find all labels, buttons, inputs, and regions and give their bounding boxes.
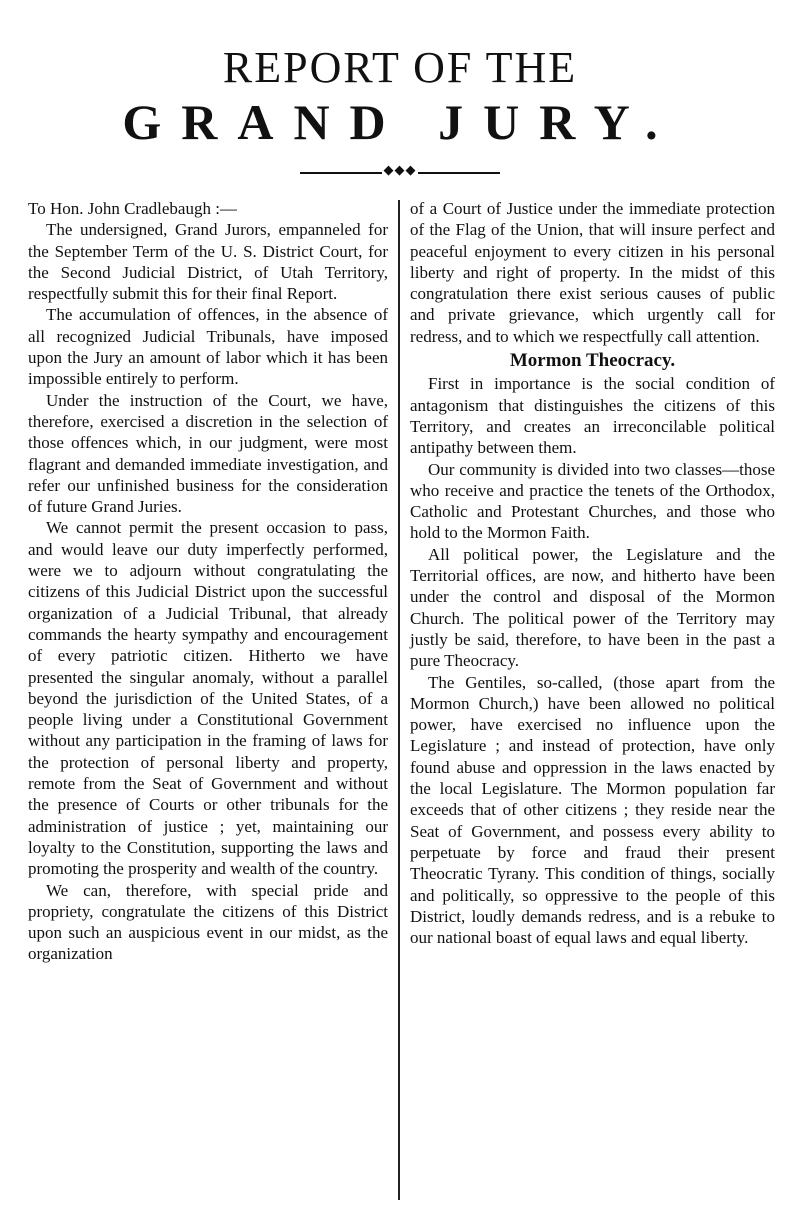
paragraph: First in importance is the social condition of antagonism that distinguishes the citizens of this Territory, and creates an irreconcilable political antipathy between them. bbox=[410, 374, 775, 458]
right-column bbox=[410, 198, 775, 948]
ornament-rule-left bbox=[300, 172, 382, 174]
paragraph: Our community is divided into two classes—those who receive and practice the tenets of the Orthodox, Catholic and Protestant Churches, and those who hold to the Mormon Faith. bbox=[410, 459, 775, 543]
paragraph: The Gentiles, so-called, (those apart from the Mormon Church,) have been allowed no political power, have exercised no influence upon the Legislature ; and instead of protection, have only found abuse and oppression in the laws enacted by the local Legislature. The Mormon population far exceeds that of other citizens ; they reside near the Seat of Government, and possess every ability to perpetuate by force and fraud their present Theocratic Tyrany. This condition of things, socially and politically, so oppressive to the people of this District, loudly demands redress, and is a rebuke to our national boast of equal laws and equal liberty. bbox=[410, 672, 775, 948]
title-line-1: REPORT OF THE bbox=[222, 43, 578, 92]
section-heading: Mormon Theocracy. bbox=[509, 350, 676, 372]
paragraph: All political power, the Legislature and the Territorial offices, are now, and hitherto have been under the control and disposal of the Mormon Church. The political power of the Territory may justly be said, therefore, to have been in the past a pure Theocracy. bbox=[410, 544, 775, 671]
left-column bbox=[28, 198, 388, 965]
ornament-diamonds-icon: ◆◆◆ bbox=[383, 163, 417, 178]
salutation: To Hon. John Cradlebaugh :— bbox=[28, 199, 237, 218]
paragraph: The accumulation of offences, in the absence of all recognized Judicial Tribunals, have imposed upon the Jury an amount of labor which it has been impossible entirely to perform. bbox=[28, 305, 388, 389]
paragraph: We cannot permit the present occasion to pass, and would leave our duty imperfectly performed, were we to adjourn without congratulating the citizens of this Judicial District upon the successful organization of a Judicial Tribunal, that already commands the hearty sympathy and encouragement of every patriotic citizen. Hitherto we have presented the singular anomaly, without a parallel beyond the jurisdiction of the United States, of a people living under a Constitutional Government without any participation in the framing of laws for the protection of personal liberty and property, remote from the Seat of Government and without the presence of Courts or other tribunals for the administration of justice ; yet, maintaining our loyalty to the Constitution, supporting the laws and promoting the prosperity and wealth of the country. bbox=[28, 518, 388, 879]
paragraph-continued: of a Court of Justice under the immediate protection of the Flag of the Union, that will insure perfect and peaceful enjoyment to every citizen in his personal liberty and right of property. In the midst of this congratulation there exist serious causes of public and private grievance, which urgently call for redress, and to which we respectfully call attention. bbox=[410, 199, 775, 346]
title-line-2: GRAND JURY. bbox=[122, 94, 678, 150]
paragraph: We can, therefore, with special pride and propriety, congratulate the citizens of this District upon such an auspicious event in our midst, as the organization bbox=[28, 880, 388, 964]
column-rule bbox=[398, 200, 400, 1200]
ornament-rule-right bbox=[418, 172, 500, 174]
paragraph: Under the instruction of the Court, we have, therefore, exercised a discretion in the selection of those offences which, in our judgment, were most flagrant and demanded immediate investigation, and refer our unfinished business for the consideration of future Grand Juries. bbox=[28, 390, 388, 517]
title-ornament bbox=[300, 163, 500, 180]
paragraph: The undersigned, Grand Jurors, empanneled for the September Term of the U. S. District Court, for the Second Judicial District, of Utah Territory, respectfully submit this for their final Report. bbox=[28, 220, 388, 304]
